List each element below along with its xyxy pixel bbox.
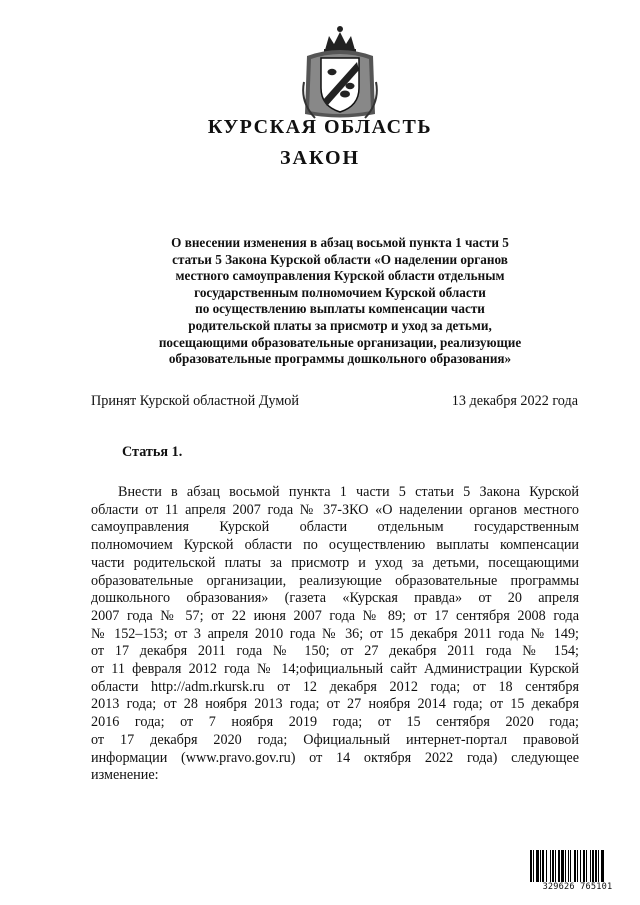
- body-line: образовательные организации, реализующие образовательные программы: [91, 572, 579, 589]
- barcode-bar: [552, 850, 554, 882]
- body-line: области от 11 апреля 2007 года № 37-ЗКО «О наделении органов местного: [91, 501, 579, 518]
- body-line: полномочием Курской области по осуществлению выплаты компенсации: [91, 537, 579, 554]
- document-type-title: ЗАКОН: [279, 147, 361, 169]
- barcode-bar: [555, 850, 556, 882]
- body-line: Внести в абзац восьмой пункта 1 части 5 статьи 5 Закона Курской: [118, 484, 579, 500]
- subject-line: по осуществлению выплаты компенсации части: [195, 301, 485, 317]
- barcode-number: 329626 765101: [542, 882, 613, 892]
- body-line: от 17 декабря 2020 года; Официальный интернет-портал правовой: [91, 731, 579, 748]
- barcode-bar: [550, 850, 551, 882]
- body-line: от 17 декабря 2011 года № 150; от 27 декабря 2011 года № 154;: [91, 643, 579, 660]
- barcode-bar: [598, 850, 599, 882]
- barcode-bar: [590, 850, 591, 882]
- body-line: самоуправления Курской области отдельным государственным: [91, 519, 579, 536]
- body-line: 2016 года; от 7 ноября 2019 года; от 15 сентября 2020 года;: [91, 714, 579, 731]
- barcode: [530, 850, 625, 894]
- barcode-bar: [542, 850, 544, 882]
- barcode-bar: [546, 850, 547, 882]
- subject-line: местного самоуправления Курской области отдельным: [175, 268, 505, 284]
- body-line: № 152–153; от 3 апреля 2010 года № 36; от 15 декабря 2011 года № 149;: [91, 625, 579, 642]
- subject-line: О внесении изменения в абзац восьмой пункта 1 части 5: [171, 235, 509, 250]
- adoption-line: [91, 393, 578, 410]
- barcode-bar: [558, 850, 560, 882]
- body-line: информации (www.pravo.gov.ru) от 14 октября 2022 года) следующее: [91, 749, 579, 766]
- barcode-bar: [592, 850, 594, 882]
- article-body: [91, 484, 579, 785]
- subject-line: статьи 5 Закона Курской области «О наделении органов: [172, 251, 508, 267]
- body-line: от 11 февраля 2012 года № 14;официальный сайт Администрации Курской: [91, 661, 579, 678]
- barcode-bar: [570, 850, 571, 882]
- subject-line: родительской платы за присмотр и уход за детьми,: [188, 317, 492, 333]
- adoption-date: 13 декабря 2022 года: [451, 393, 578, 409]
- barcode-bar: [568, 850, 569, 882]
- barcode-bar: [583, 850, 585, 882]
- article-title: Статья 1.: [122, 444, 183, 460]
- barcode-icon: [530, 850, 625, 882]
- barcode-bar: [580, 850, 581, 882]
- barcode-bar: [601, 850, 604, 882]
- body-line: части родительской платы за присмотр и уход за детьми, посещающими: [91, 554, 579, 571]
- body-line: дошкольного образования» (газета «Курская правда» от 20 апреля: [91, 590, 579, 607]
- barcode-bar: [577, 850, 578, 882]
- barcode-bar: [530, 850, 532, 882]
- body-line: изменение:: [91, 767, 159, 784]
- barcode-bar: [540, 850, 541, 882]
- barcode-bar: [533, 850, 534, 882]
- subject-line: образовательные программы дошкольного образования»: [168, 351, 512, 367]
- barcode-bar: [574, 850, 576, 882]
- body-line: 2013 года; от 28 ноября 2013 года; от 27 ноября 2014 года; от 15 декабря: [91, 696, 579, 713]
- body-line: области http://adm.rkursk.ru от 12 декабря 2012 года; от 18 сентября: [91, 678, 579, 695]
- barcode-bar: [565, 850, 566, 882]
- barcode-bar: [561, 850, 564, 882]
- region-title: КУРСКАЯ ОБЛАСТЬ: [207, 116, 433, 138]
- law-subject: [110, 235, 570, 368]
- coat-of-arms-icon: [301, 22, 379, 122]
- adopted-by: Принят Курской областной Думой: [91, 393, 299, 409]
- subject-line: государственным полномочием Курской области: [194, 284, 486, 300]
- subject-line: посещающими образовательные организации, реализующие: [158, 334, 522, 350]
- barcode-bar: [595, 850, 597, 882]
- body-line: 2007 года № 57; от 22 июня 2007 года № 89; от 17 сентября 2008 года: [91, 607, 579, 624]
- barcode-bar: [586, 850, 587, 882]
- barcode-bar: [536, 850, 539, 882]
